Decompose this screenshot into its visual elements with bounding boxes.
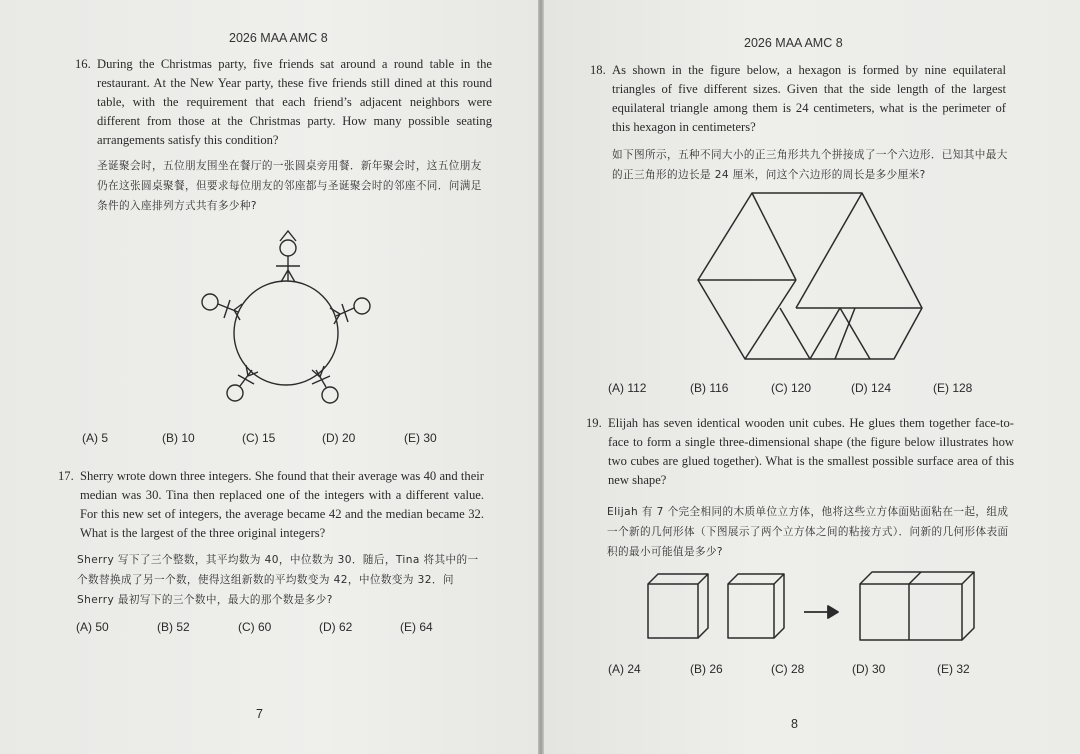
cube-1-icon (648, 574, 708, 638)
q16-choice-e[interactable]: (E) 30 (404, 431, 437, 445)
round-table-figure (190, 220, 390, 420)
friend-left-icon (202, 294, 242, 320)
friend-bottom-left-icon (227, 365, 258, 401)
friend-top-icon (276, 231, 300, 282)
q18-choice-c[interactable]: (C) 120 (771, 381, 812, 395)
question-16-number: 16. (75, 57, 91, 71)
q17-choice-e[interactable]: (E) 64 (400, 620, 433, 634)
q19-choice-b[interactable]: (B) 26 (690, 662, 723, 676)
arrow-icon (804, 606, 838, 618)
friend-right-icon (330, 298, 370, 324)
question-16-text: During the Christmas party, five friends sat around a round table in the restaurant. At the New Year party, these five friends still dined at this round table, with the requirement that each friend’s adjacent neighbors were different from those at the Christmas party. How many possible seating arrangements satisfy this condition? (97, 57, 492, 147)
left-page-number: 7 (256, 707, 263, 721)
question-16-choices (82, 431, 464, 445)
q19-choice-a[interactable]: (A) 24 (608, 662, 641, 676)
q19-choice-d[interactable]: (D) 30 (852, 662, 886, 676)
q19-choice-c[interactable]: (C) 28 (771, 662, 805, 676)
q17-choice-a[interactable]: (A) 50 (76, 620, 109, 634)
q16-choice-a[interactable]: (A) 5 (82, 431, 109, 445)
right-page-number: 8 (791, 717, 798, 731)
book-spine (538, 0, 544, 754)
question-19-text: Elijah has seven identical wooden unit cubes. He glues them together face-to-face to form a single three-dimensional shape (the figure below illustrates how two cubes are glued together). What is the smallest possible surface area of this new shape? (608, 416, 1014, 487)
q18-choice-e[interactable]: (E) 128 (933, 381, 973, 395)
question-16 (75, 55, 492, 150)
q18-choice-d[interactable]: (D) 124 (851, 381, 892, 395)
question-19-number: 19. (586, 416, 602, 430)
question-17-number: 17. (58, 469, 74, 483)
q17-choice-d[interactable]: (D) 62 (319, 620, 353, 634)
question-16-chinese: 圣诞聚会时，五位朋友围坐在餐厅的一张圆桌旁用餐．新年聚会时，这五位朋友仍在这张圆桌聚餐，但要求每位朋友的邻座都与圣诞聚会时的邻座不同．问满足条件的入座排列方式共有多少种? (97, 160, 482, 212)
cubes-figure (644, 568, 984, 648)
q18-choice-a[interactable]: (A) 112 (608, 381, 647, 395)
glued-cubes-icon (860, 572, 974, 640)
q18-choice-b[interactable]: (B) 116 (690, 381, 729, 395)
friend-bottom-right-icon (312, 366, 338, 403)
question-18-chinese: 如下图所示，五种不同大小的正三角形共九个拼接成了一个六边形．已知其中最大的正三角形的边长是 24 厘米，问这个六边形的周长是多少厘米? (612, 149, 1008, 181)
q19-choice-e[interactable]: (E) 32 (937, 662, 970, 676)
question-19-choices (608, 662, 997, 676)
question-18-choices (608, 381, 993, 395)
question-18 (590, 61, 1006, 137)
q16-choice-d[interactable]: (D) 20 (322, 431, 356, 445)
question-18-text: As shown in the figure below, a hexagon is formed by nine equilateral triangles of five different sizes. Given that the side length of the largest equilateral triangle among them is 24 centimeters, what is the perimeter of this hexagon in centimeters? (612, 63, 1006, 134)
question-18-number: 18. (590, 63, 606, 77)
right-header: 2026 MAA AMC 8 (744, 36, 843, 50)
q17-choice-c[interactable]: (C) 60 (238, 620, 272, 634)
left-header: 2026 MAA AMC 8 (229, 31, 328, 45)
question-19 (586, 414, 1014, 490)
q17-choice-b[interactable]: (B) 52 (157, 620, 190, 634)
question-17-choices (76, 620, 460, 634)
q16-choice-b[interactable]: (B) 10 (162, 431, 195, 445)
question-17-chinese: Sherry 写下了三个整数，其平均数为 40，中位数为 30．随后，Tina 将其中的一个数替换成了另一个数，使得这组新数的平均数变为 42，中位数变为 32．问 Sherry 最初写下的三个数中，最大的那个数是多少? (77, 554, 479, 606)
question-17-text: Sherry wrote down three integers. She found that their average was 40 and their median was 30. Tina then replaced one of the integers with a different value. For this new set of integers, the average became 42 and the median became 32. What is the largest of the three original integers? (80, 469, 484, 540)
question-17 (58, 467, 484, 543)
q16-choice-c[interactable]: (C) 15 (242, 431, 276, 445)
cube-2-icon (728, 574, 784, 638)
question-19-chinese: Elijah 有 7 个完全相同的木质单位立方体，他将这些立方体面贴面粘在一起，组成一个新的几何形体（下图展示了两个立方体之间的粘接方式）．问新的几何形体表面积的最小可能值是多少? (607, 506, 1009, 558)
hexagon-figure (690, 188, 930, 363)
hexagon-outline (698, 193, 922, 359)
